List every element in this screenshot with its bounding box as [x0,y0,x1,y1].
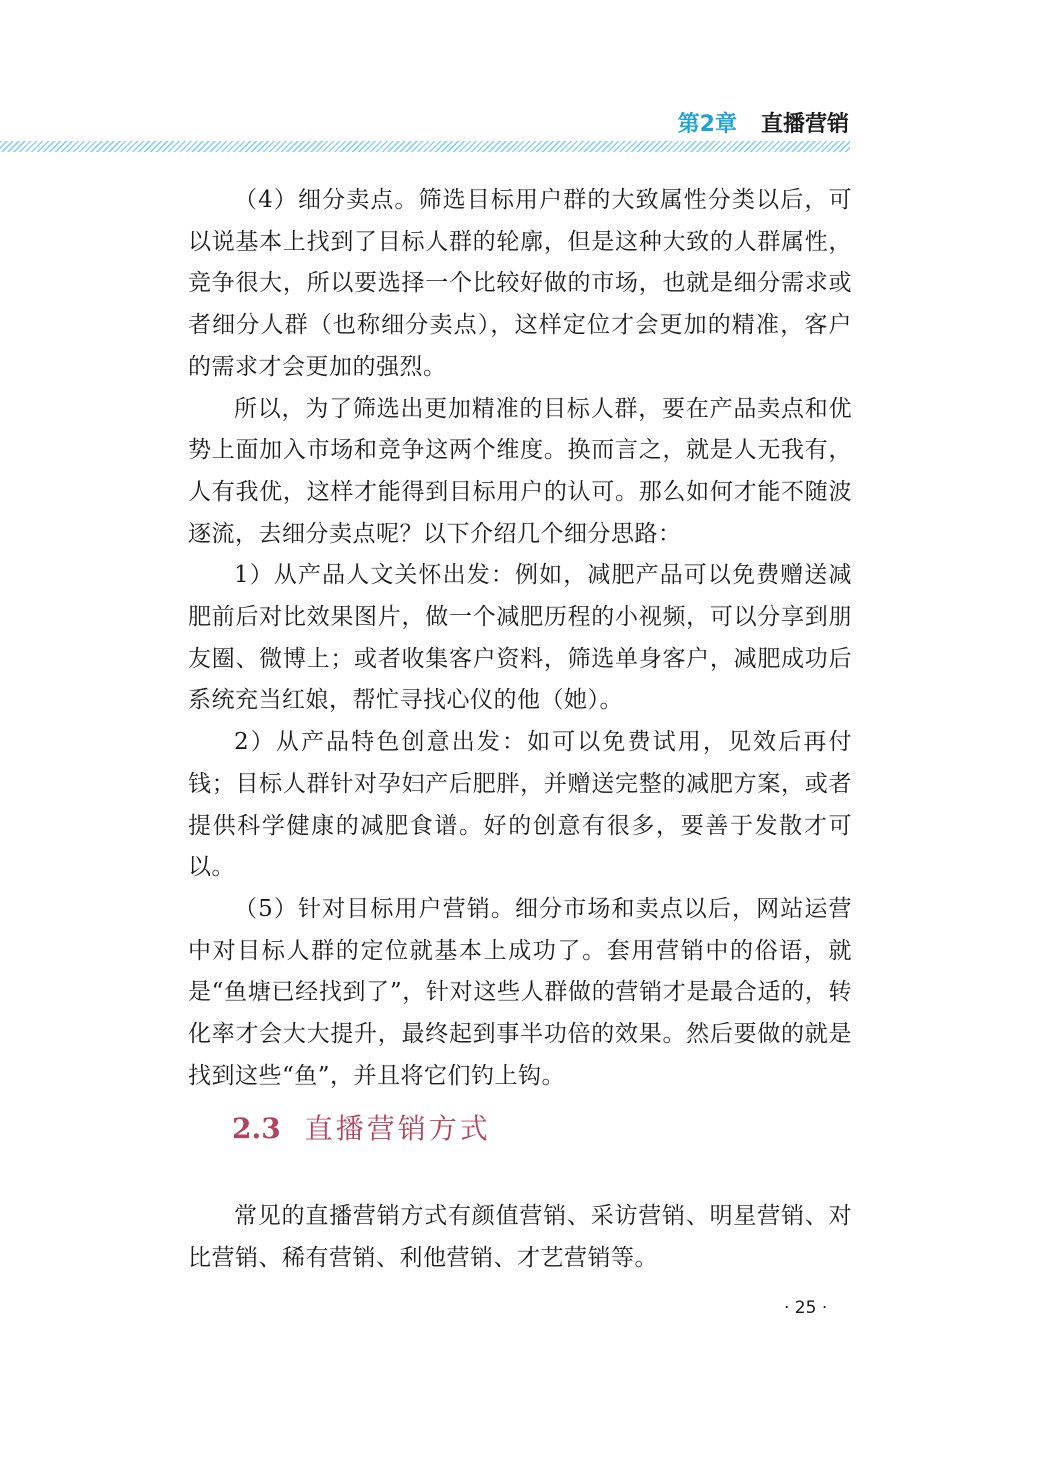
chapter-title: 直播营销 [760,112,849,137]
paragraph-segment-selling-points: （4）细分卖点。筛选目标用户群的大致属性分类以后，可以说基本上找到了目标人群的轮廓，但是这种大致的人群属性，竞争很大，所以要选择一个比较好做的市场，也就是细分需求或者细分人群（也称细分卖点），这样定位才会更加的精准，客户的需求才会更加的强烈。 [188,187,852,380]
paragraph-humanistic-care: 1）从产品人文关怀出发：例如，减肥产品可以免费赠送减肥前后对比效果图片，做一个减肥历程的小视频，可以分享到朋友圈、微博上；或者收集客户资料，筛选单身客户，减肥成功后系统充当红娘，帮忙寻找心仪的他（她）。 [188,562,852,714]
section-body [188,1196,852,1279]
paragraph-target-marketing: （5）针对目标用户营销。细分市场和卖点以后，网站运营中对目标人群的定位就基本上成功了。套用营销中的俗语，就是“鱼塘已经找到了”，针对这些人群做的营销才是最合适的，转化率才会大大提升，最终起到事半功倍的效果。然后要做的就是找到这些“鱼”，并且将它们钓上钩。 [188,895,852,1089]
chapter-number: 第2章 [677,112,737,137]
section-heading [232,1107,491,1151]
paragraph-product-creativity: 2）从产品特色创意出发：如可以免费试用，见效后再付钱；目标人群针对孕妇产后肥胖，并赠送完整的减肥方案，或者提供科学健康的减肥食谱。好的创意有很多，要善于发散才可以。 [188,729,852,881]
page-number: · 25 · [784,1298,828,1318]
running-header [678,105,849,145]
header-hatch-rule [0,141,850,152]
section-number: 2.3 [232,1112,281,1145]
section-title: 直播营销方式 [304,1112,491,1145]
paragraph-market-competition: 所以，为了筛选出更加精准的目标人群，要在产品卖点和优势上面加入市场和竞争这两个维度。换而言之，就是人无我有，人有我优，这样才能得到目标用户的认可。那么如何才能不随波逐流，去细分卖点呢？以下介绍几个细分思路： [188,395,852,547]
body-text [188,180,852,1097]
paragraph-marketing-methods: 常见的直播营销方式有颜值营销、采访营销、明星营销、对比营销、稀有营销、利他营销、才艺营销等。 [188,1203,852,1271]
